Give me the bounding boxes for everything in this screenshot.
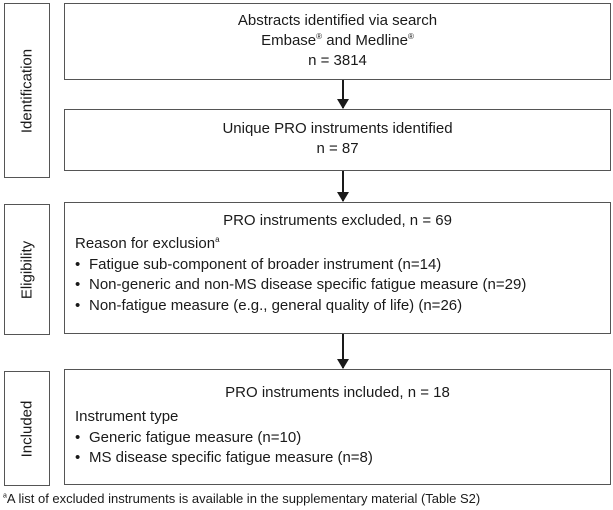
arrow-2 xyxy=(342,171,344,201)
abstracts-title: Abstracts identified via search xyxy=(237,12,438,29)
unique-instruments-box xyxy=(64,109,611,171)
stage-included-label: Included xyxy=(18,400,36,457)
abstracts-identified-box xyxy=(64,3,611,80)
exclusion-reason-label: Reason for exclusion$^a$ xyxy=(75,235,220,252)
stage-identification-label: Identification xyxy=(18,48,36,133)
instrument-type-label: Instrument type xyxy=(75,408,179,425)
included-title: PRO instruments included, n = 18 xyxy=(225,384,450,401)
list-item: • Generic fatigue measure (n=10) xyxy=(75,428,610,449)
stage-eligibility xyxy=(4,204,50,335)
excluded-instruments-box xyxy=(64,202,611,334)
list-item: • Non-fatigue measure (e.g., general quality of life) (n=26) xyxy=(75,296,610,317)
arrow-3 xyxy=(342,334,344,368)
unique-instruments-title: Unique PRO instruments identified xyxy=(222,120,453,137)
list-item: • Non-generic and non-MS disease specific fatigue measure (n=29) xyxy=(75,275,610,296)
abstracts-count: n = 3814 xyxy=(308,52,367,69)
databases-line: Embase® and Medline® xyxy=(261,32,414,49)
stage-identification xyxy=(4,3,50,178)
stage-eligibility-label: Eligibility xyxy=(18,240,36,299)
exclusion-reasons-list xyxy=(75,255,610,317)
list-item: • MS disease specific fatigue measure (n=8) xyxy=(75,448,610,469)
footnote: $^a$A list of excluded instruments is available in the supplementary material (Table S2) xyxy=(3,491,481,506)
excluded-title: PRO instruments excluded, n = 69 xyxy=(223,212,452,229)
instrument-types-list xyxy=(75,428,610,469)
list-item: • Fatigue sub-component of broader instrument (n=14) xyxy=(75,255,610,276)
stage-included xyxy=(4,371,50,486)
included-instruments-box xyxy=(64,369,611,485)
unique-instruments-count: n = 87 xyxy=(316,140,359,157)
arrow-1 xyxy=(342,80,344,108)
